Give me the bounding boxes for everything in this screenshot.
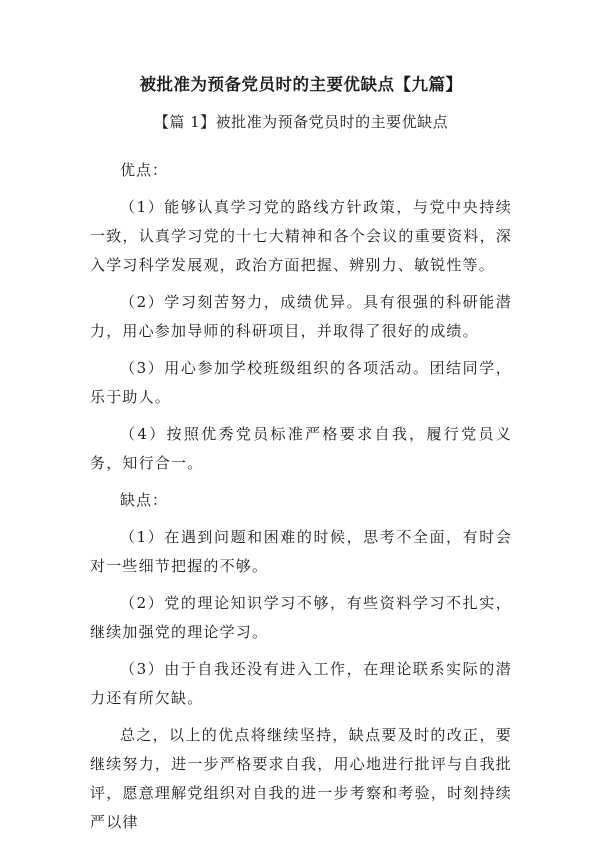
strength-item-2: （2）学习刻苦努力，成绩优异。具有很强的科研能潜力，用心参加导师的科研项目，并取得了很好的成绩。 bbox=[90, 293, 512, 340]
summary-paragraph: 总之，以上的优点将继续坚持，缺点要及时的改正，要继续努力，进一步严格要求自我，用心地进行批评与自我批评，愿意理解党组织对自我的进一步考察和考验，时刻持续严以律 bbox=[90, 726, 512, 831]
section-subtitle: 【篇 1】被批准为预备党员时的主要优缺点 bbox=[153, 113, 449, 131]
weakness-item-2: （2）党的理论知识学习不够，有些资料学习不扎实，继续加强党的理论学习。 bbox=[90, 594, 512, 641]
strength-item-3: （3）用心参加学校班级组织的各项活动。团结同学，乐于助人。 bbox=[90, 359, 512, 406]
strengths-heading: 优点： bbox=[120, 161, 169, 179]
strength-item-4: （4）按照优秀党员标准严格要求自我，履行党员义务，知行合一。 bbox=[90, 425, 512, 472]
weakness-item-3: （3）由于自我还没有进入工作，在理论联系实际的潜力还有所欠缺。 bbox=[90, 660, 512, 707]
document-title: 被批准为预备党员时的主要优缺点【九篇】 bbox=[139, 75, 463, 94]
weaknesses-heading: 缺点： bbox=[120, 491, 169, 509]
strength-item-1: （1）能够认真学习党的路线方针政策，与党中央持续一致，认真学习党的十七大精神和各个会议的重要资料，深入学习科学发展观，政治方面把握、辨别力、敏锐性等。 bbox=[90, 198, 512, 274]
weakness-item-1: （1）在遇到问题和困难的时候，思考不全面，有时会对一些细节把握的不够。 bbox=[90, 528, 512, 575]
